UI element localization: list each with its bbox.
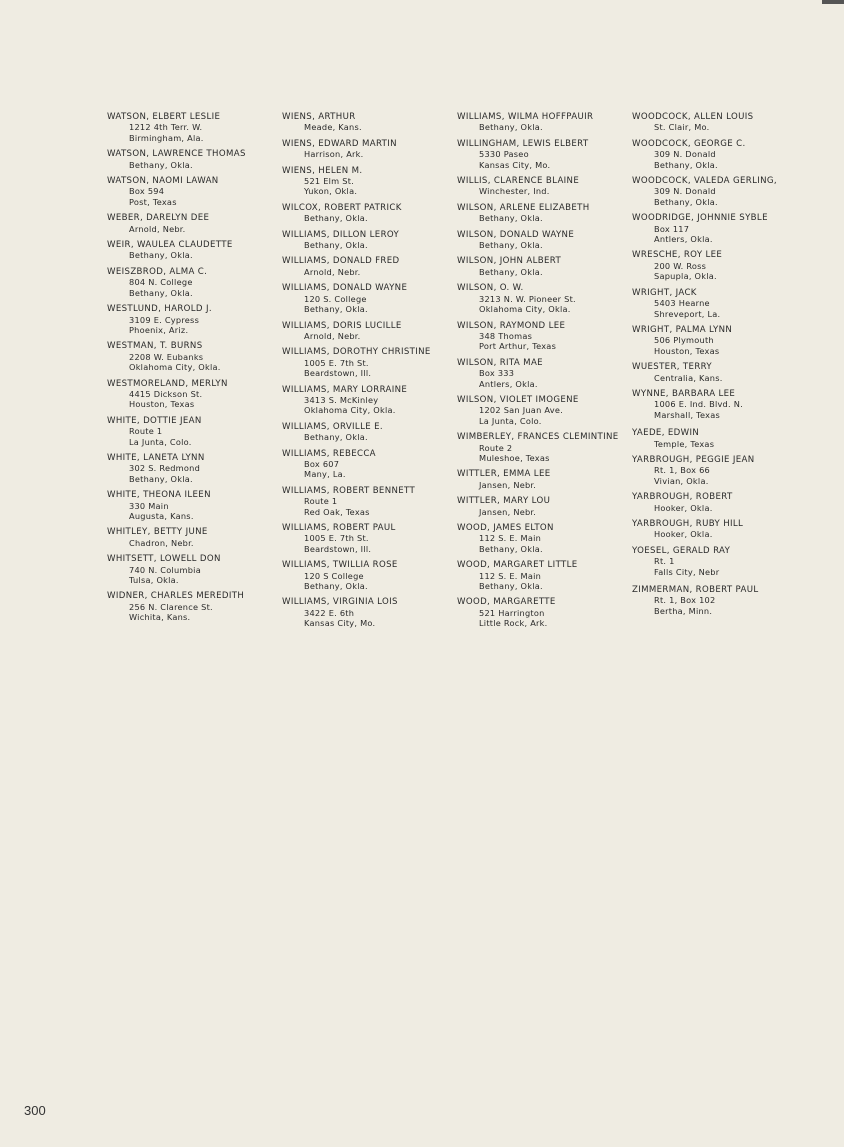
entry-address-line: Bethany, Okla. xyxy=(479,213,543,224)
entry-address-line: Houston, Texas xyxy=(654,345,720,356)
directory-entry xyxy=(632,325,807,356)
entry-address-line: Bethany, Okla. xyxy=(304,432,368,443)
entry-address-line: Bethany, Okla. xyxy=(479,581,543,592)
entry-name: WOODCOCK, VALEDA GERLING, xyxy=(632,176,777,187)
entry-name: WIDNER, CHARLES MEREDITH xyxy=(107,591,245,602)
entry-name: WATSON, NAOMI LAWAN xyxy=(107,176,219,187)
directory-entry xyxy=(107,112,282,143)
entry-address-line: Rt. 1, Box 102 xyxy=(654,595,716,606)
directory-entry xyxy=(632,176,807,207)
entry-name: WRIGHT, JACK xyxy=(632,287,697,298)
directory-entry xyxy=(282,560,457,591)
entry-address-line: Oklahoma City, Okla. xyxy=(479,304,571,315)
directory-entry xyxy=(282,486,457,517)
entry-name: YAEDE, EDWIN xyxy=(632,428,700,439)
directory-entry xyxy=(107,527,282,548)
directory-entry xyxy=(457,523,632,554)
entry-address-line: Bethany, Okla. xyxy=(304,213,368,224)
entry-address-line: Bethany, Okla. xyxy=(479,240,543,251)
entry-name: WILSON, JOHN ALBERT xyxy=(457,256,562,267)
entry-address-line: La Junta, Colo. xyxy=(479,415,542,426)
directory-entry xyxy=(632,585,807,616)
entry-address-line: Oklahoma City, Okla. xyxy=(304,405,396,416)
entry-name: WILLIAMS, TWILLIA ROSE xyxy=(282,560,398,571)
entry-name: YARBROUGH, ROBERT xyxy=(632,492,733,503)
directory-entry xyxy=(107,176,282,207)
entry-name: WILSON, DONALD WAYNE xyxy=(457,229,575,240)
directory-entry xyxy=(457,469,632,490)
directory-entry xyxy=(282,422,457,443)
directory-entry xyxy=(107,591,282,622)
directory-entry xyxy=(282,321,457,342)
directory-entry xyxy=(107,379,282,410)
entry-address-line: 309 N. Donald xyxy=(654,186,716,197)
entry-name: WILSON, VIOLET IMOGENE xyxy=(457,394,579,405)
directory-column-1 xyxy=(107,112,282,629)
entry-address-line: Temple, Texas xyxy=(654,438,715,449)
entry-address-line: 112 S. E. Main xyxy=(479,570,542,581)
entry-address-line: Bethany, Okla. xyxy=(304,581,368,592)
directory-entry xyxy=(107,304,282,335)
entry-address-line: 1212 4th Terr. W. xyxy=(129,122,203,133)
directory-entry xyxy=(282,523,457,554)
entry-address-line: Bethany, Okla. xyxy=(129,287,193,298)
entry-address-line: Hooker, Okla. xyxy=(654,502,713,513)
directory-entry xyxy=(632,389,807,420)
directory-entry xyxy=(457,139,632,170)
entry-address-line: 3422 E. 6th xyxy=(304,607,355,618)
entry-name: WIENS, EDWARD MARTIN xyxy=(282,138,397,149)
entry-address-line: St. Clair, Mo. xyxy=(654,122,710,133)
entry-address-line: Chadron, Nebr. xyxy=(129,537,194,548)
directory-entry xyxy=(282,385,457,416)
entry-address-line: Wichita, Kans. xyxy=(129,612,191,623)
entry-address-line: 2208 W. Eubanks xyxy=(129,351,204,362)
directory-entry xyxy=(107,213,282,234)
entry-name: WOODCOCK, ALLEN LOUIS xyxy=(632,112,754,122)
directory-entry xyxy=(632,546,807,577)
entry-name: WHITE, DOTTIE JEAN xyxy=(107,415,202,426)
directory-entry xyxy=(632,288,807,319)
entry-name: WHITE, THEONA ILEEN xyxy=(107,490,211,501)
entry-name: WITTLER, EMMA LEE xyxy=(457,469,551,480)
directory-entry xyxy=(107,267,282,298)
entry-address-line: 120 S College xyxy=(304,570,364,581)
entry-address-line: Muleshoe, Texas xyxy=(479,452,550,463)
entry-address-line: Augusta, Kans. xyxy=(129,511,194,521)
entry-address-line: Marshall, Texas xyxy=(654,409,721,420)
entry-name: WILLIAMS, WILMA HOFFPAUIR xyxy=(457,112,594,122)
directory-entry xyxy=(457,112,632,133)
directory-entry xyxy=(632,250,807,281)
directory-entry xyxy=(282,347,457,378)
entry-address-line: Rt. 1, Box 66 xyxy=(654,465,711,476)
entry-name: WITTLER, MARY LOU xyxy=(457,496,551,507)
directory-entry xyxy=(282,283,457,314)
entry-address-line: Sapupla, Okla. xyxy=(654,271,717,282)
entry-name: WOOD, MARGARET LITTLE xyxy=(457,560,578,571)
entry-name: WILLIAMS, DONALD WAYNE xyxy=(282,283,408,294)
entry-address-line: 3213 N. W. Pioneer St. xyxy=(479,293,576,304)
entry-address-line: 521 Harrington xyxy=(479,607,545,618)
directory-entry xyxy=(282,597,457,628)
entry-address-line: Bertha, Minn. xyxy=(654,605,713,616)
directory-entry xyxy=(632,519,807,540)
directory-entry xyxy=(457,597,632,628)
entry-name: WATSON, ELBERT LESLIE xyxy=(107,112,221,122)
page-number: 300 xyxy=(24,1103,46,1118)
entry-address-line: La Junta, Colo. xyxy=(129,436,192,447)
directory-entry xyxy=(282,256,457,277)
entry-address-line: Yukon, Okla. xyxy=(304,186,358,197)
directory-column-2 xyxy=(282,112,457,635)
entry-address-line: Vivian, Okla. xyxy=(654,475,709,486)
entry-address-line: 521 Elm St. xyxy=(304,176,355,187)
directory-entry xyxy=(107,554,282,585)
entry-name: WYNNE, BARBARA LEE xyxy=(632,388,736,399)
entry-name: WILLIAMS, ROBERT BENNETT xyxy=(282,485,416,496)
entry-name: WHITE, LANETA LYNN xyxy=(107,452,205,463)
entry-name: WRIGHT, PALMA LYNN xyxy=(632,324,733,335)
entry-address-line: Box 333 xyxy=(479,368,515,379)
entry-name: WILCOX, ROBERT PATRICK xyxy=(282,202,402,213)
entry-address-line: Shreveport, La. xyxy=(654,308,721,319)
entry-address-line: Bethany, Okla. xyxy=(304,240,368,251)
entry-address-line: Bethany, Okla. xyxy=(129,159,193,170)
directory-entry xyxy=(457,283,632,314)
directory-column-3 xyxy=(457,112,632,635)
entry-address-line: Hooker, Okla. xyxy=(654,529,713,540)
entry-address-line: 256 N. Clarence St. xyxy=(129,601,213,612)
directory-entry xyxy=(107,490,282,521)
entry-name: WILLIAMS, REBECCA xyxy=(282,448,376,459)
entry-name: WESTMAN, T. BURNS xyxy=(107,341,203,352)
entry-address-line: Rt. 1 xyxy=(654,556,675,567)
directory-entry xyxy=(107,240,282,261)
directory-entry xyxy=(632,112,807,133)
entry-address-line: 506 Plymouth xyxy=(654,335,714,346)
entry-address-line: Box 607 xyxy=(304,458,340,469)
entry-name: WILLIAMS, MARY LORRAINE xyxy=(282,384,408,395)
entry-name: WEISZBROD, ALMA C. xyxy=(107,266,208,277)
entry-address-line: Beardstown, Ill. xyxy=(304,368,372,379)
entry-address-line: Antlers, Okla. xyxy=(479,378,538,389)
entry-address-line: Jansen, Nebr. xyxy=(479,479,537,490)
directory-entry xyxy=(107,453,282,484)
directory-entry xyxy=(107,341,282,372)
directory-entry xyxy=(282,166,457,197)
entry-address-line: Winchester, Ind. xyxy=(479,186,550,197)
entry-address-line: 740 N. Columbia xyxy=(129,564,201,575)
directory-entry xyxy=(457,176,632,197)
entry-address-line: 1005 E. 7th St. xyxy=(304,357,369,368)
entry-name: WILLIS, CLARENCE BLAINE xyxy=(457,176,580,187)
entry-address-line: Bethany, Okla. xyxy=(129,473,193,484)
entry-name: WESTMORELAND, MERLYN xyxy=(107,378,228,389)
entry-name: YARBROUGH, PEGGIE JEAN xyxy=(632,454,755,465)
entry-address-line: Route 1 xyxy=(304,496,338,507)
entry-address-line: Jansen, Nebr. xyxy=(479,506,537,517)
directory-entry xyxy=(282,449,457,480)
directory-entry xyxy=(107,149,282,170)
entry-name: WEIR, WAULEA CLAUDETTE xyxy=(107,240,233,251)
entry-name: WHITSETT, LOWELL DON xyxy=(107,554,221,565)
entry-address-line: Bethany, Okla. xyxy=(479,266,543,277)
entry-address-line: 804 N. College xyxy=(129,277,193,288)
entry-name: WIENS, ARTHUR xyxy=(282,112,356,122)
entry-address-line: 330 Main xyxy=(129,500,169,511)
entry-address-line: Arnold, Nebr. xyxy=(304,266,361,277)
directory-entry xyxy=(457,395,632,426)
entry-name: WILSON, RAYMOND LEE xyxy=(457,320,566,331)
directory-entry xyxy=(632,492,807,513)
entry-address-line: 348 Thomas xyxy=(479,330,533,341)
entry-address-line: Houston, Texas xyxy=(129,399,195,410)
entry-name: WILLIAMS, VIRGINIA LOIS xyxy=(282,597,398,608)
entry-name: WEBER, DARELYN DEE xyxy=(107,213,210,224)
entry-name: WRESCHE, ROY LEE xyxy=(632,250,723,261)
directory-entry xyxy=(457,203,632,224)
entry-name: WHITLEY, BETTY JUNE xyxy=(107,527,208,538)
entry-name: WILLIAMS, DILLON LEROY xyxy=(282,229,400,240)
entry-address-line: 5330 Paseo xyxy=(479,149,529,160)
entry-address-line: 309 N. Donald xyxy=(654,149,716,160)
directory-entry xyxy=(107,416,282,447)
directory-entry xyxy=(632,139,807,170)
entry-name: YOESEL, GERALD RAY xyxy=(632,545,731,556)
entry-address-line: Tulsa, Okla. xyxy=(129,575,179,586)
entry-name: WOODRIDGE, JOHNNIE SYBLE xyxy=(632,213,768,224)
entry-address-line: 302 S. Redmond xyxy=(129,463,201,474)
directory-entry xyxy=(632,455,807,486)
directory-entry xyxy=(282,139,457,160)
entry-address-line: Box 594 xyxy=(129,186,165,197)
entry-address-line: Arnold, Nebr. xyxy=(304,330,361,341)
entry-address-line: Bethany, Okla. xyxy=(129,250,193,261)
entry-address-line: Oklahoma City, Okla. xyxy=(129,362,221,373)
entry-address-line: Bethany, Okla. xyxy=(304,304,368,315)
entry-address-line: 4415 Dickson St. xyxy=(129,388,203,399)
entry-address-line: 3109 E. Cypress xyxy=(129,314,200,325)
directory-entry xyxy=(632,428,807,449)
entry-address-line: Box 117 xyxy=(654,223,690,234)
entry-name: WILLIAMS, ROBERT PAUL xyxy=(282,523,396,533)
entry-address-line: Birmingham, Ala. xyxy=(129,132,204,143)
entry-address-line: Meade, Kans. xyxy=(304,122,362,133)
entry-name: ZIMMERMAN, ROBERT PAUL xyxy=(632,585,759,596)
entry-name: WOODCOCK, GEORGE C. xyxy=(632,138,746,149)
entry-address-line: Little Rock, Ark. xyxy=(479,618,548,629)
directory-entry xyxy=(282,203,457,224)
entry-address-line: Red Oak, Texas xyxy=(304,506,370,517)
entry-address-line: Centralia, Kans. xyxy=(654,372,723,383)
entry-address-line: Bethany, Okla. xyxy=(479,543,543,554)
entry-name: WILSON, O. W. xyxy=(457,283,524,294)
entry-address-line: Route 1 xyxy=(129,426,163,437)
directory-entry xyxy=(457,230,632,251)
corner-mark xyxy=(822,0,844,4)
entry-address-line: Harrison, Ark. xyxy=(304,149,364,160)
entry-address-line: 200 W. Ross xyxy=(654,260,707,271)
entry-address-line: 120 S. College xyxy=(304,293,367,304)
entry-name: WIENS, HELEN M. xyxy=(282,165,363,176)
directory-entry xyxy=(457,321,632,352)
directory-entry xyxy=(457,496,632,517)
entry-address-line: Antlers, Okla. xyxy=(654,234,713,245)
entry-name: WUESTER, TERRY xyxy=(632,362,713,373)
entry-name: WOOD, MARGARETTE xyxy=(457,597,556,608)
entry-address-line: 112 S. E. Main xyxy=(479,533,542,544)
entry-address-line: Phoenix, Ariz. xyxy=(129,324,189,335)
directory-entry xyxy=(457,256,632,277)
directory-entry xyxy=(282,112,457,133)
entry-name: WESTLUND, HAROLD J. xyxy=(107,304,212,315)
entry-name: YARBROUGH, RUBY HILL xyxy=(632,519,744,529)
entry-name: WILLIAMS, DOROTHY CHRISTINE xyxy=(282,347,431,358)
entry-address-line: 3413 S. McKinley xyxy=(304,394,379,405)
directory-entry xyxy=(282,230,457,251)
directory-entry xyxy=(457,560,632,591)
entry-name: WILLIAMS, ORVILLE E. xyxy=(282,421,383,432)
entry-address-line: Kansas City, Mo. xyxy=(479,159,551,170)
entry-address-line: Falls City, Nebr xyxy=(654,566,720,577)
entry-address-line: 1202 San Juan Ave. xyxy=(479,405,563,416)
entry-address-line: Many, La. xyxy=(304,469,346,480)
directory-entry xyxy=(457,358,632,389)
entry-address-line: Port Arthur, Texas xyxy=(479,341,557,352)
entry-address-line: Bethany, Okla. xyxy=(654,159,718,170)
entry-address-line: Arnold, Nebr. xyxy=(129,223,186,234)
directory-entry xyxy=(457,432,632,463)
entry-name: WILSON, RITA MAE xyxy=(457,357,543,368)
entry-address-line: Route 2 xyxy=(479,442,513,453)
entry-address-line: Post, Texas xyxy=(129,196,177,207)
entry-address-line: Kansas City, Mo. xyxy=(304,618,376,629)
directory-entry xyxy=(632,213,807,244)
entry-address-line: 5403 Hearne xyxy=(654,298,710,309)
entry-name: WILSON, ARLENE ELIZABETH xyxy=(457,202,590,213)
entry-name: WIMBERLEY, FRANCES CLEMINTINE xyxy=(457,432,619,443)
entry-address-line: 1005 E. 7th St. xyxy=(304,533,369,544)
entry-name: WOOD, JAMES ELTON xyxy=(457,523,554,533)
entry-name: WILLINGHAM, LEWIS ELBERT xyxy=(457,138,589,149)
directory-column-4 xyxy=(632,112,807,622)
entry-name: WILLIAMS, DONALD FRED xyxy=(282,256,400,267)
entry-name: WATSON, LAWRENCE THOMAS xyxy=(107,149,246,160)
entry-address-line: Bethany, Okla. xyxy=(654,196,718,207)
entry-address-line: 1006 E. Ind. Blvd. N. xyxy=(654,399,743,410)
entry-name: WILLIAMS, DORIS LUCILLE xyxy=(282,320,402,331)
entry-address-line: Beardstown, Ill. xyxy=(304,543,372,554)
entry-address-line: Bethany, Okla. xyxy=(479,122,543,133)
directory-entry xyxy=(632,362,807,383)
